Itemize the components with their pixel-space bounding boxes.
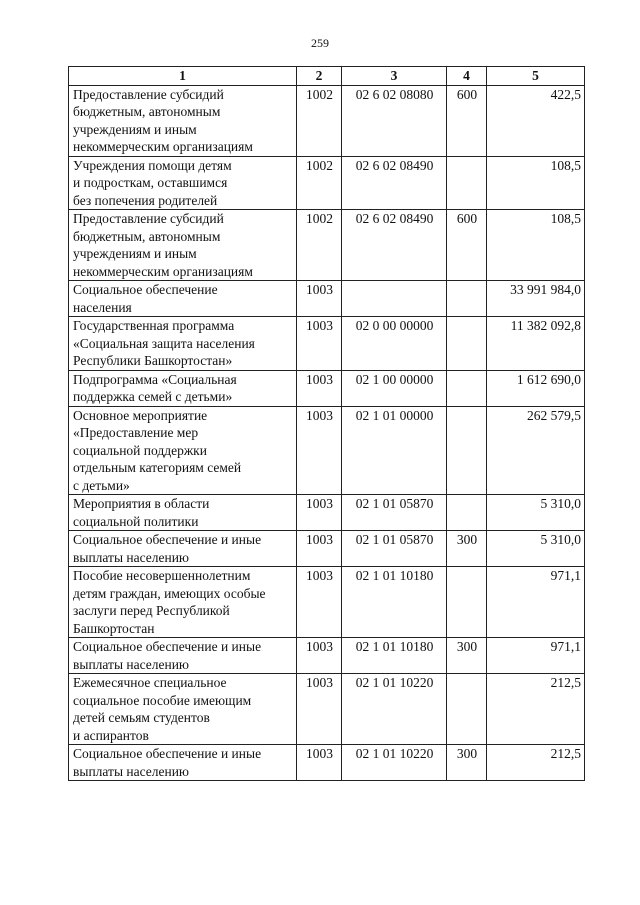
column-header-code: 3 [342, 67, 447, 86]
row-code-cell: 02 0 00 00000 [342, 317, 447, 371]
row-type-cell: 300 [447, 638, 487, 674]
table-row [69, 674, 585, 745]
table-row [69, 85, 585, 156]
row-type-cell: 300 [447, 745, 487, 781]
row-section-cell: 1003 [297, 317, 342, 371]
table-row [69, 495, 585, 531]
row-code-cell: 02 1 00 00000 [342, 370, 447, 406]
row-amount-cell: 5 310,0 [487, 531, 585, 567]
column-header-name: 1 [69, 67, 297, 86]
row-type-cell [447, 281, 487, 317]
table-row [69, 567, 585, 638]
row-type-cell [447, 495, 487, 531]
row-section-cell: 1002 [297, 156, 342, 210]
table-body [69, 85, 585, 781]
column-header-amount: 5 [487, 67, 585, 86]
row-section-cell: 1002 [297, 210, 342, 281]
row-code-cell: 02 1 01 00000 [342, 406, 447, 495]
table-row [69, 531, 585, 567]
row-type-cell: 600 [447, 85, 487, 156]
row-section-cell: 1002 [297, 85, 342, 156]
row-amount-cell: 212,5 [487, 745, 585, 781]
row-name-cell: Социальное обеспечение и иные выплаты населению [69, 531, 297, 567]
row-section-cell: 1003 [297, 495, 342, 531]
row-section-cell: 1003 [297, 406, 342, 495]
row-name-cell: Учреждения помощи детям и подросткам, оставшимся без попечения родителей [69, 156, 297, 210]
row-amount-cell: 212,5 [487, 674, 585, 745]
row-amount-cell: 971,1 [487, 638, 585, 674]
table-row [69, 745, 585, 781]
row-name-cell: Подпрограмма «Социальная поддержка семей с детьми» [69, 370, 297, 406]
column-header-type: 4 [447, 67, 487, 86]
table-row [69, 370, 585, 406]
header-row [69, 67, 585, 86]
row-type-cell [447, 156, 487, 210]
row-type-cell: 600 [447, 210, 487, 281]
row-type-cell [447, 370, 487, 406]
row-amount-cell: 108,5 [487, 210, 585, 281]
row-amount-cell: 33 991 984,0 [487, 281, 585, 317]
row-section-cell: 1003 [297, 281, 342, 317]
row-amount-cell: 5 310,0 [487, 495, 585, 531]
row-type-cell [447, 406, 487, 495]
row-section-cell: 1003 [297, 674, 342, 745]
row-name-cell: Предоставление субсидий бюджетным, автономным учреждениям и иным некоммерческим организациям [69, 210, 297, 281]
row-code-cell: 02 1 01 10180 [342, 638, 447, 674]
row-code-cell: 02 1 01 05870 [342, 495, 447, 531]
table-row [69, 210, 585, 281]
row-code-cell: 02 6 02 08490 [342, 156, 447, 210]
row-name-cell: Предоставление субсидий бюджетным, автономным учреждениям и иным некоммерческим организациям [69, 85, 297, 156]
row-name-cell: Основное мероприятие «Предоставление мер социальной поддержки отдельным категориям семей с детьми» [69, 406, 297, 495]
row-type-cell [447, 674, 487, 745]
table-row [69, 406, 585, 495]
row-amount-cell: 422,5 [487, 85, 585, 156]
row-name-cell: Пособие несовершеннолетним детям граждан, имеющих особые заслуги перед Республикой Башкортостан [69, 567, 297, 638]
row-code-cell [342, 281, 447, 317]
row-name-cell: Социальное обеспечение и иные выплаты населению [69, 638, 297, 674]
row-section-cell: 1003 [297, 370, 342, 406]
row-name-cell: Мероприятия в области социальной политики [69, 495, 297, 531]
table-row [69, 156, 585, 210]
row-type-cell: 300 [447, 531, 487, 567]
budget-table [68, 66, 585, 781]
row-amount-cell: 11 382 092,8 [487, 317, 585, 371]
row-type-cell [447, 567, 487, 638]
row-code-cell: 02 6 02 08080 [342, 85, 447, 156]
row-type-cell [447, 317, 487, 371]
row-amount-cell: 108,5 [487, 156, 585, 210]
row-amount-cell: 971,1 [487, 567, 585, 638]
row-name-cell: Государственная программа «Социальная защита населения Республики Башкортостан» [69, 317, 297, 371]
row-section-cell: 1003 [297, 745, 342, 781]
table-row [69, 638, 585, 674]
row-code-cell: 02 1 01 10180 [342, 567, 447, 638]
row-section-cell: 1003 [297, 531, 342, 567]
row-name-cell: Социальное обеспечение населения [69, 281, 297, 317]
row-section-cell: 1003 [297, 638, 342, 674]
row-name-cell: Ежемесячное специальное социальное пособие имеющим детей семьям студентов и аспирантов [69, 674, 297, 745]
page-number: 259 [311, 36, 329, 50]
row-code-cell: 02 1 01 10220 [342, 674, 447, 745]
row-section-cell: 1003 [297, 567, 342, 638]
row-code-cell: 02 1 01 05870 [342, 531, 447, 567]
table-header [69, 67, 585, 86]
table-row [69, 317, 585, 371]
row-code-cell: 02 6 02 08490 [342, 210, 447, 281]
row-code-cell: 02 1 01 10220 [342, 745, 447, 781]
row-name-cell: Социальное обеспечение и иные выплаты населению [69, 745, 297, 781]
row-amount-cell: 262 579,5 [487, 406, 585, 495]
row-amount-cell: 1 612 690,0 [487, 370, 585, 406]
column-header-section: 2 [297, 67, 342, 86]
table-row [69, 281, 585, 317]
